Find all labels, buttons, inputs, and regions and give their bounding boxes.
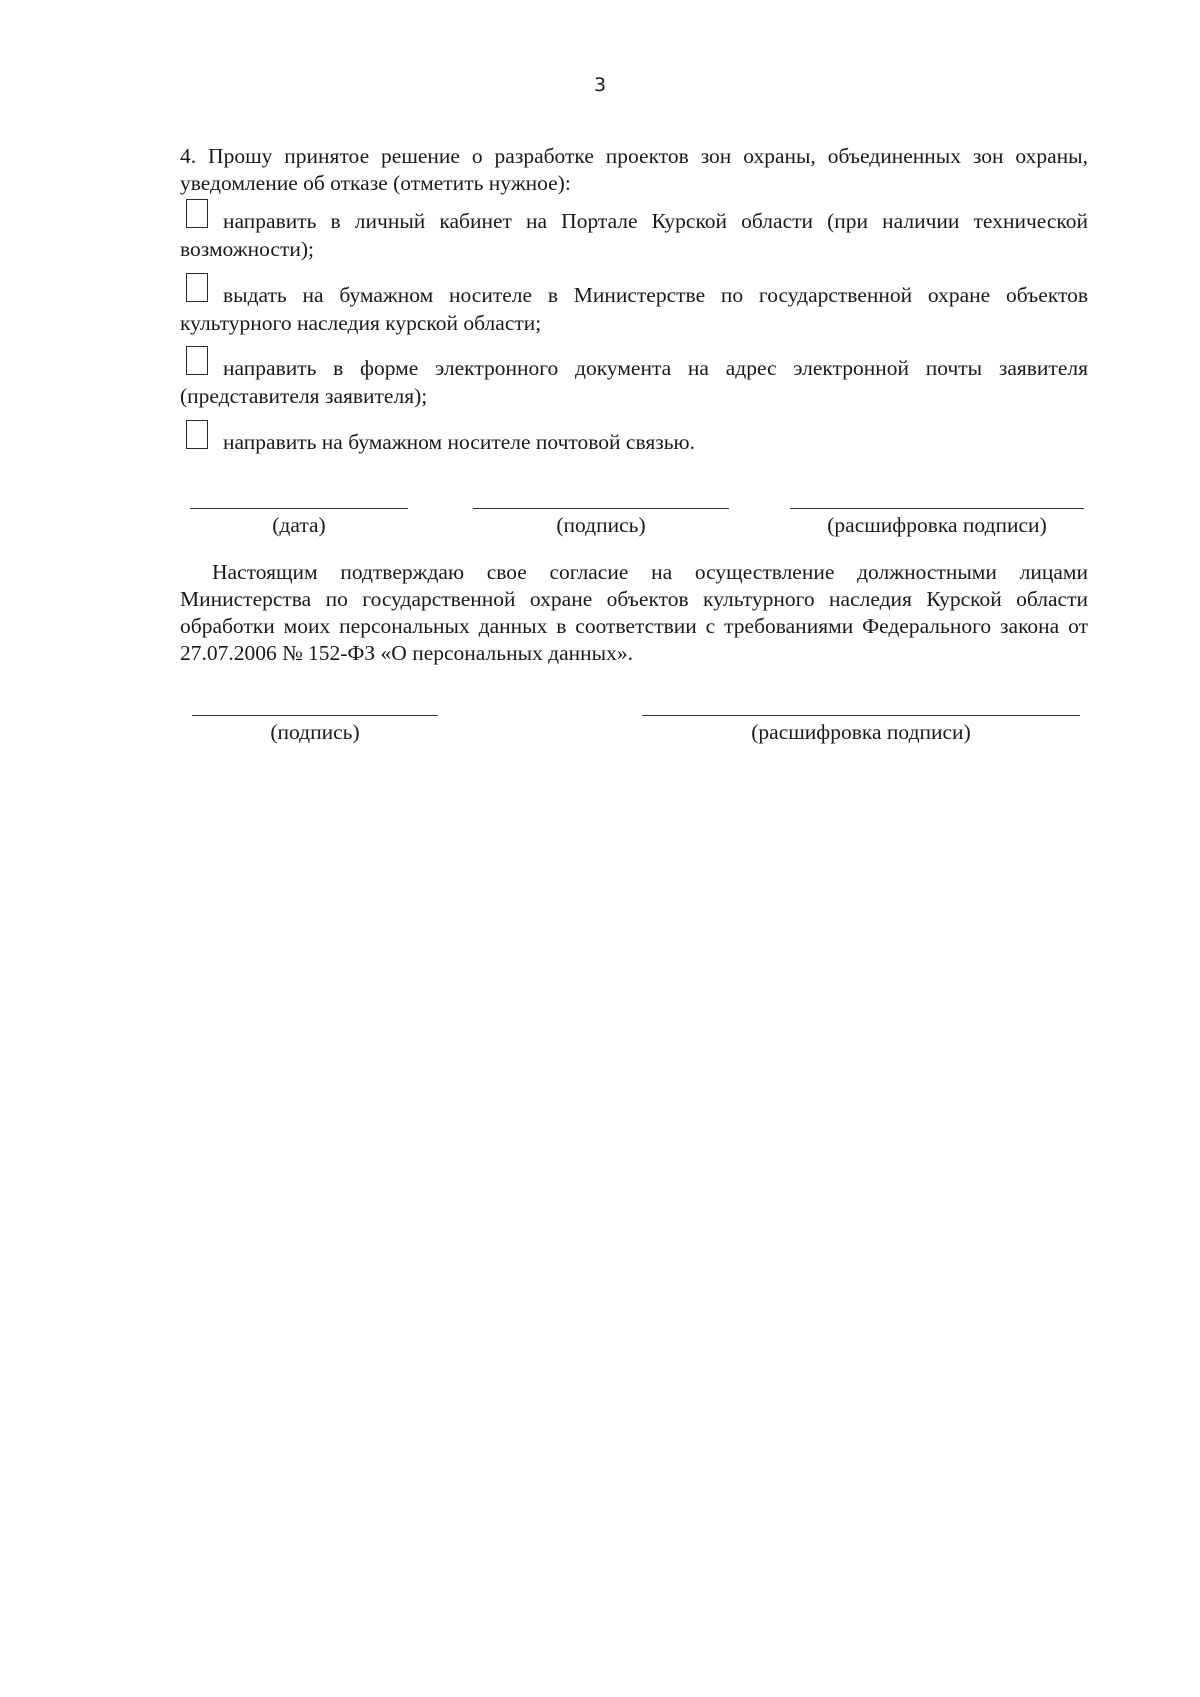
option-email — [180, 354, 1088, 410]
option-label: направить в форме электронного документа на адрес электронной почты заявителя (представителя заявителя); — [180, 356, 1088, 408]
page-number: 3 — [593, 74, 607, 96]
checkbox-email[interactable] — [186, 346, 208, 375]
signature-line — [473, 508, 729, 509]
option-label: направить на бумажном носителе почтовой связью. — [223, 430, 695, 454]
option-label: направить в личный кабинет на Портале Курской области (при наличии технической возможности); — [180, 209, 1088, 261]
consent-signature-line — [192, 715, 438, 716]
date-caption: (дата) — [272, 513, 326, 537]
section4-intro: 4. Прошу принятое решение о разработке проектов зон охраны, объединенных зон охраны, уведомление об отказе (отметить нужное): — [180, 144, 1088, 195]
checkbox-post[interactable] — [186, 420, 208, 449]
option-personal-cabinet — [180, 207, 1088, 263]
signature-caption: (подпись) — [556, 513, 646, 537]
option-post — [180, 428, 1088, 456]
checkbox-paper-at-ministry[interactable] — [186, 273, 208, 302]
consent-signature-decoding-caption: (расшифровка подписи) — [751, 720, 971, 744]
option-label: выдать на бумажном носителе в Министерстве по государственной охране объектов культурного наследия курской области; — [180, 283, 1088, 335]
signature-decoding-caption: (расшифровка подписи) — [827, 513, 1047, 537]
date-line — [190, 508, 408, 509]
option-paper-at-ministry — [180, 281, 1088, 337]
checkbox-personal-cabinet[interactable] — [186, 199, 208, 228]
consent-signature-decoding-line — [642, 715, 1080, 716]
consent-signature-caption: (подпись) — [270, 720, 360, 744]
signature-decoding-line — [790, 508, 1084, 509]
consent-text: Настоящим подтверждаю свое согласие на осуществление должностными лицами Министерства по государственной охране объектов культурного наследия Курской области обработки моих персональных данных в соответствии с требованиями Федерального закона от 27.07.2006 № 152-ФЗ «О персональных данных». — [180, 560, 1088, 665]
